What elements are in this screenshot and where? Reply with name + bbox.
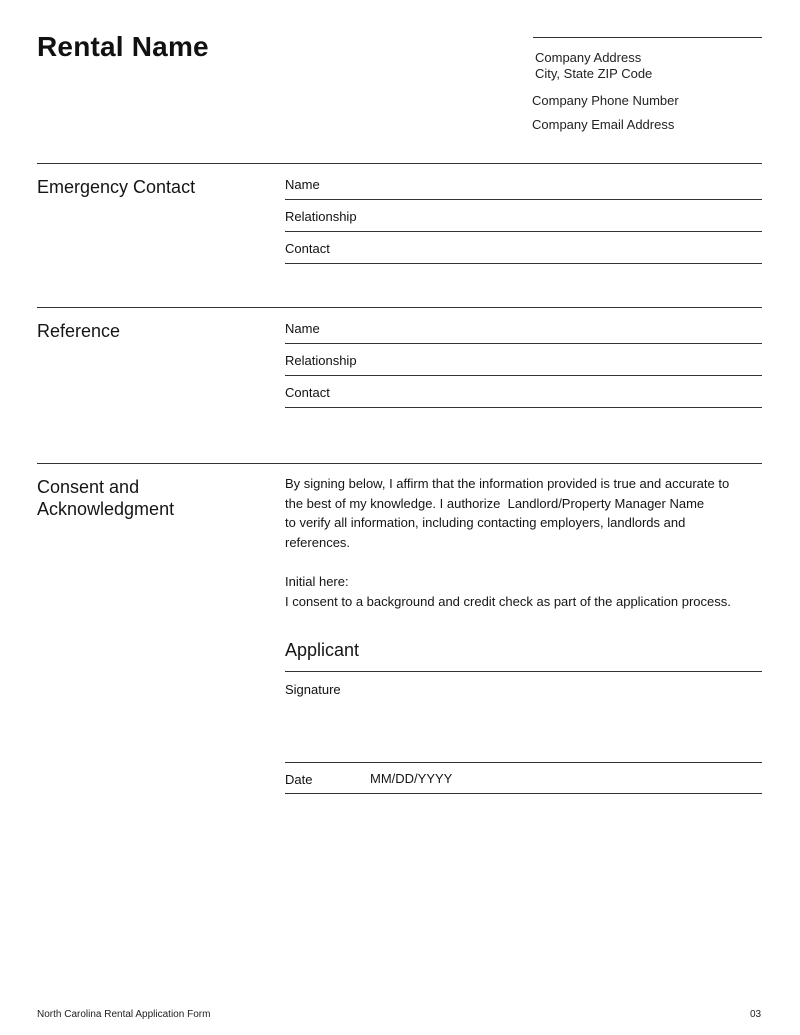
date-field[interactable]: MM/DD/YYYY bbox=[370, 771, 453, 786]
consent-line bbox=[285, 494, 760, 514]
applicant-divider bbox=[285, 671, 762, 672]
consent-line: By signing below, I affirm that the information provided is true and accurate to bbox=[285, 476, 730, 491]
emergency-contact-label: Contact bbox=[285, 241, 330, 256]
section-divider bbox=[37, 163, 762, 164]
consent-title bbox=[37, 476, 174, 520]
date-line bbox=[285, 793, 762, 794]
date-label: Date bbox=[285, 772, 313, 787]
initial-block bbox=[285, 572, 760, 611]
signature-line bbox=[285, 762, 762, 763]
reference-contact-label: Contact bbox=[285, 385, 330, 400]
consent-line: to verify all information, including contacting employers, landlords and bbox=[285, 515, 686, 531]
company-address: Company Address bbox=[535, 50, 642, 65]
landlord-name-placeholder[interactable]: Landlord/Property Manager Name bbox=[507, 495, 705, 511]
section-divider bbox=[37, 463, 762, 464]
emergency-relationship-label: Relationship bbox=[285, 209, 357, 224]
signature-label: Signature bbox=[285, 682, 341, 697]
background-check-consent: I consent to a background and credit check as part of the application process. bbox=[285, 593, 731, 609]
consent-line-text: the best of my knowledge. I authorize bbox=[285, 495, 501, 511]
emergency-contact-title: Emergency Contact bbox=[37, 177, 196, 197]
signature-area[interactable] bbox=[285, 700, 762, 760]
page-number: 03 bbox=[750, 1009, 762, 1020]
company-phone: Company Phone Number bbox=[532, 93, 679, 108]
emergency-name-label: Name bbox=[285, 177, 320, 192]
reference-contact-field[interactable] bbox=[285, 407, 762, 408]
consent-paragraph bbox=[285, 474, 760, 552]
section-divider bbox=[37, 307, 762, 308]
consent-line: references. bbox=[285, 534, 351, 550]
page-title: Rental Name bbox=[37, 31, 209, 62]
reference-title: Reference bbox=[37, 321, 121, 341]
emergency-relationship-field[interactable] bbox=[285, 231, 762, 232]
emergency-contact-field[interactable] bbox=[285, 263, 762, 264]
header-divider bbox=[533, 37, 762, 38]
consent-title-line1: Consent and bbox=[37, 477, 140, 497]
company-city: City, State ZIP Code bbox=[535, 66, 653, 81]
reference-relationship-field[interactable] bbox=[285, 375, 762, 376]
footer-form-name: North Carolina Rental Application Form bbox=[37, 1009, 211, 1020]
applicant-title: Applicant bbox=[285, 640, 360, 660]
company-email: Company Email Address bbox=[532, 117, 675, 132]
initial-here-label[interactable]: Initial here: bbox=[285, 574, 349, 589]
reference-name-field[interactable] bbox=[285, 343, 762, 344]
reference-relationship-label: Relationship bbox=[285, 353, 357, 368]
emergency-name-field[interactable] bbox=[285, 199, 762, 200]
reference-name-label: Name bbox=[285, 321, 320, 336]
consent-title-line2: Acknowledgment bbox=[37, 499, 175, 519]
